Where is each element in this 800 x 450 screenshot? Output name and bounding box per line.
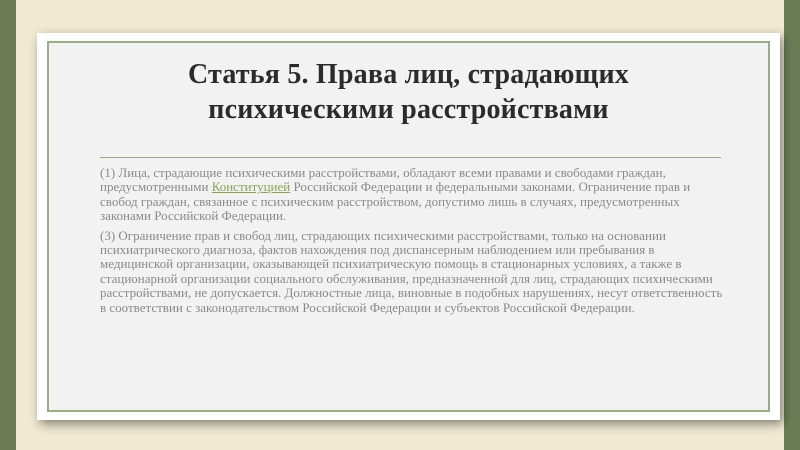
slide-title — [89, 57, 728, 127]
title-divider — [100, 157, 721, 158]
right-side-bar — [784, 0, 800, 450]
slide-frame — [47, 41, 770, 412]
slide — [37, 33, 780, 420]
paragraph-1-text-before-link: (1) Лица, страдающие психическими расстройствами, обладают всеми правами и свободами граждан, предусмотренными — [100, 165, 666, 195]
constitution-link[interactable]: Конституцией — [211, 179, 291, 195]
slide-body — [100, 166, 724, 320]
paragraph-1-text-after-link: Российской Федерации и федеральными законами. Ограничение прав и свобод граждан, связанное с психическим расстройством, допустимо лишь в случаях, предусмотренных законами Российской Федерации. — [100, 179, 691, 224]
slide-title-line-2: психическими расстройствами — [208, 94, 609, 125]
left-side-bar — [0, 0, 16, 450]
paragraph-1 — [100, 166, 724, 224]
slide-title-line-1: Статья 5. Права лиц, страдающих — [187, 59, 629, 90]
paragraph-3: (3) Ограничение прав и свобод лиц, страдающих психическими расстройствами, только на основании психиатрического диагноза, фактов нахождения под диспансерным наблюдением или пребывания в медицинской организации, оказывающей психиатрическую помощь в стационарных условиях, а также в стационарной организации социального обслуживания, предназначенной для лиц, страдающих психическими расстройствами, не допускается. Должностные лица, виновные в подобных нарушениях, несут ответственность в соответствии с законодательством Российской Федерации и субъектов Российской Федерации. — [100, 227, 723, 315]
